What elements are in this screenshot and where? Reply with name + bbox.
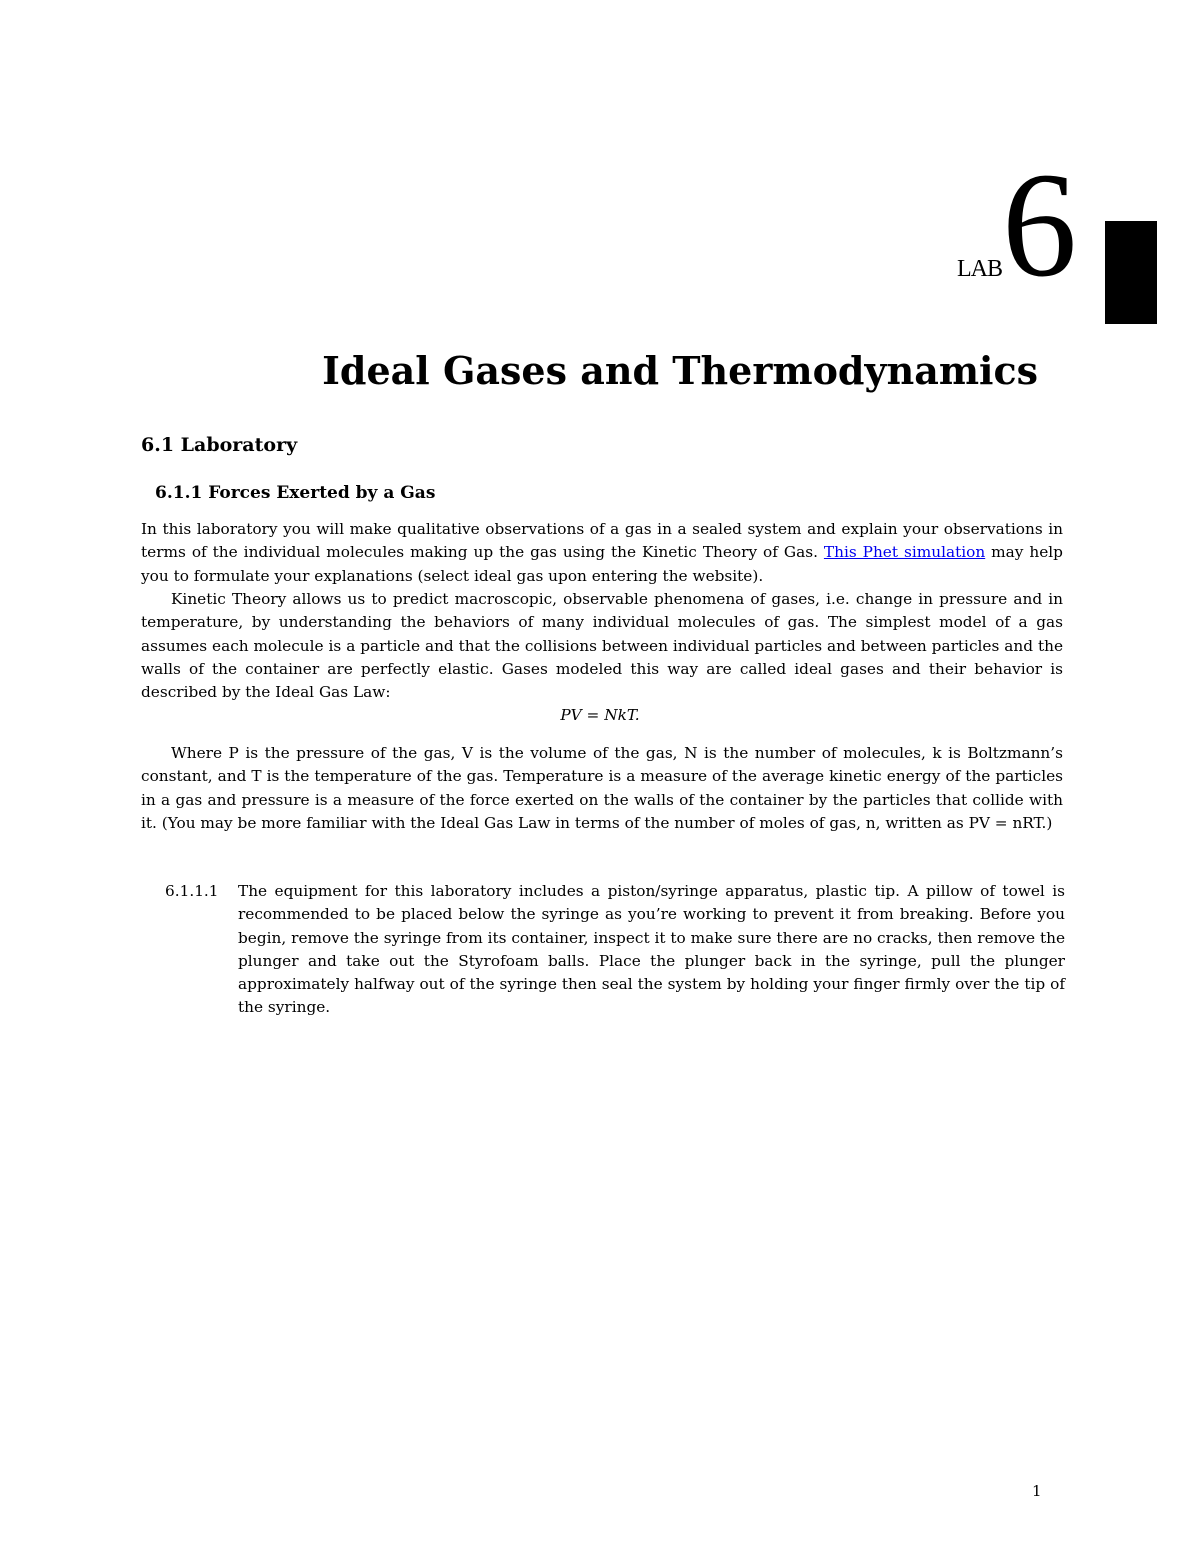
intro-paragraph [141,518,1063,588]
page-number: 1 [1032,1482,1042,1500]
numbered-item [165,880,1065,1020]
lab-label: LAB [957,256,1002,282]
chapter-tab-marker [1105,221,1157,324]
lab-number: 6 [1002,142,1077,308]
intro-text-after-link: may help you to formulate your explanations (select ideal gas upon entering the website). [141,543,1063,585]
kinetic-theory-paragraph: Kinetic Theory allows us to predict macroscopic, observable phenomena of gases, i.e. change in pressure and in temperature, by understanding the behaviors of many individual molecules of gas. The simplest model of a gas assumes each molecule is a particle and that the collisions between individual particles and between particles and the walls of the container are perfectly elastic. Gases modeled this way are called ideal gases and their behavior is described by the Ideal Gas Law: [141,590,1063,702]
variables-paragraph: Where P is the pressure of the gas, V is the volume of the gas, N is the number of molecules, k is Boltzmann’s constant, and T is the temperature of the gas. Temperature is a measure of the average kinetic energy of the particles in a gas and pressure is a measure of the force exerted on the walls of the container by the particles that collide with it. (You may be more familiar with the Ideal Gas Law in terms of the number of moles of gas, n, written as PV = nRT.) [141,744,1063,832]
intro-text-before-link: In this laboratory you will make qualitative observations of a gas in a sealed system and explain your observations in terms of the individual molecules making up the gas using the Kinetic Theory of Gas. [141,520,1063,562]
subsection-heading: 6.1.1 Forces Exerted by a Gas [155,483,436,503]
item-number: 6.1.1.1 [165,882,219,900]
item-text: The equipment for this laboratory includes a piston/syringe apparatus, plastic tip. A pillow of towel is recommended to be placed below the syringe as you’re working to prevent it from breaking. Before you begin, remove the syringe from its container, inspect it to make sure there are no cracks, then remove the plunger and take out the Styrofoam balls. Place the plunger back in the syringe, pull the plunger approximately halfway out of the syringe then seal the system by holding your finger firmly over the tip of the syringe. [238,882,1065,1017]
phet-simulation-link[interactable]: This Phet simulation [823,543,986,562]
chapter-title: Ideal Gases and Thermodynamics [322,348,1038,393]
section-heading: 6.1 Laboratory [141,434,298,456]
ideal-gas-law-equation: PV = NkT. [560,706,640,724]
